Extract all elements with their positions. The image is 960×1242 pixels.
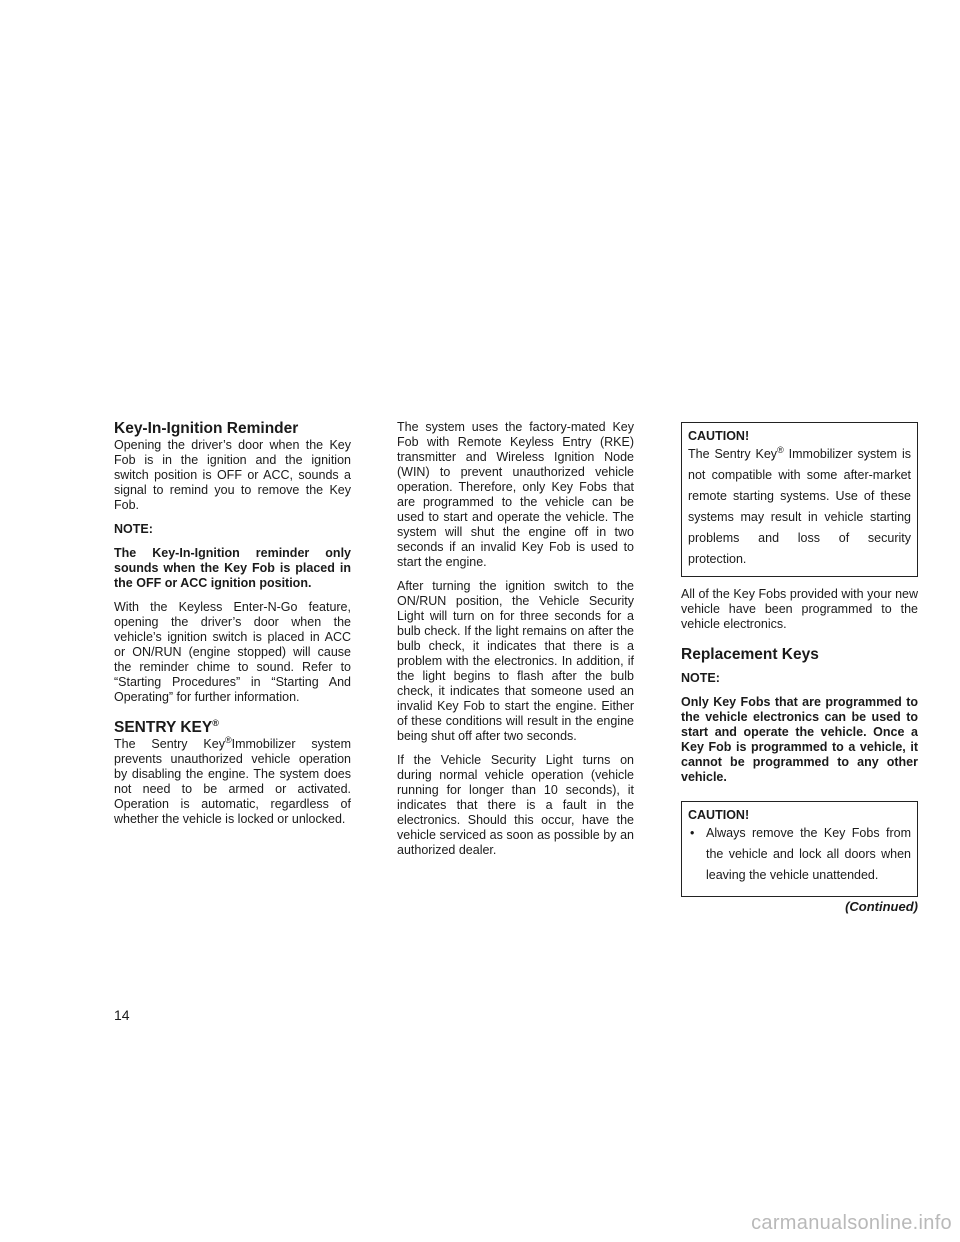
heading-replacement-keys: Replacement Keys: [681, 646, 819, 663]
note-label: NOTE:: [114, 522, 153, 536]
paragraph-sentry-key: [114, 734, 351, 827]
paragraph-security-light: After turning the ignition switch to the ON/RUN position, the Vehicle Security Light will turn on for three seconds for a bulb check. If the light remains on after the bulb check, it indicates that there is a problem with the electronics. In addition, if the light begins to flash after the bulb check, it indicates that someone used an invalid Key Fob to start the engine. Either of these conditions will result in the engine being shut off after two seconds.: [397, 579, 634, 743]
column-right: [681, 420, 918, 914]
continued-label: (Continued): [845, 899, 918, 914]
caution-text-a: The Sentry Key: [688, 447, 778, 461]
caution-box-remove-fobs: [681, 801, 918, 897]
paragraph-keyless-enter-n-go: With the Keyless Enter-N-Go feature, opening the driver’s door when the vehicle’s ignition switch is placed in ACC or ON/RUN (engine stopped) will cause the reminder chime to sound. Refer to “Starting Procedures” in “Starting And Operating” for further information.: [114, 600, 351, 704]
column-middle: [397, 420, 634, 867]
sentry-key-text-a: The Sentry Key: [114, 737, 225, 751]
note-text: The Key-In-Ignition reminder only sounds when the Key Fob is placed in the OFF or ACC ignition position.: [114, 546, 351, 590]
page-number: 14: [114, 1007, 130, 1023]
paragraph-security-light-fault: If the Vehicle Security Light turns on during normal vehicle operation (vehicle running for longer than 10 seconds), it indicates that there is a fault in the electronics. Should this occur, have the vehicle serviced as soon as possible by an authorized dealer.: [397, 753, 634, 857]
caution-bullet-list: [688, 823, 911, 886]
column-left: [114, 420, 351, 836]
sentry-key-text-b: Immobilizer system prevents unauthorized vehicle operation by disabling the engine. The system does not need to be armed or activated. Operation is automatic, regardless of whether the vehicle is locked or unlocked.: [114, 737, 351, 826]
watermark-text: carmanualsonline.info: [751, 1212, 952, 1234]
note-text-replacement: Only Key Fobs that are programmed to the vehicle electronics can be used to start and operate the vehicle. Once a Key Fob is programmed to a vehicle, it cannot be programmed to any other vehicle.: [681, 695, 918, 784]
note-label: NOTE:: [681, 671, 720, 685]
caution-box-immobilizer: [681, 422, 918, 577]
caution-title: CAUTION!: [688, 808, 750, 822]
paragraph-system-uses: The system uses the factory-mated Key Fob with Remote Keyless Entry (RKE) transmitter and Wireless Ignition Node (WIN) to prevent unauthorized vehicle operation. Therefore, only Key Fobs that are programmed to the vehicle can be used to start and operate the vehicle. The system will shut the engine off in two seconds if an invalid Key Fob is used to start the engine.: [397, 420, 634, 569]
registered-mark: ®: [224, 734, 232, 745]
heading-key-in-ignition-reminder: Key-In-Ignition Reminder: [114, 420, 299, 437]
heading-sentry-key-text: SENTRY KEY: [114, 719, 213, 736]
caution-text-b: Immobilizer system is not compatible with some after-market remote starting systems. Use of these systems may result in vehicle starting problems and loss of security protection.: [688, 447, 911, 566]
caution-title: CAUTION!: [688, 429, 750, 443]
registered-mark: ®: [777, 444, 784, 455]
registered-mark: ®: [212, 717, 219, 728]
heading-sentry-key: [114, 719, 351, 736]
paragraph-reminder-intro: Opening the driver’s door when the Key Fob is in the ignition and the ignition switch position is OFF or ACC, sounds a signal to remind you to remove the Key Fob.: [114, 438, 351, 512]
caution-text: [688, 444, 911, 570]
paragraph-key-fobs-programmed: All of the Key Fobs provided with your new vehicle have been programmed to the vehicle electronics.: [681, 587, 918, 631]
caution-bullet-item: • Always remove the Key Fobs from the vehicle and lock all doors when leaving the vehicle unattended.: [702, 823, 911, 886]
